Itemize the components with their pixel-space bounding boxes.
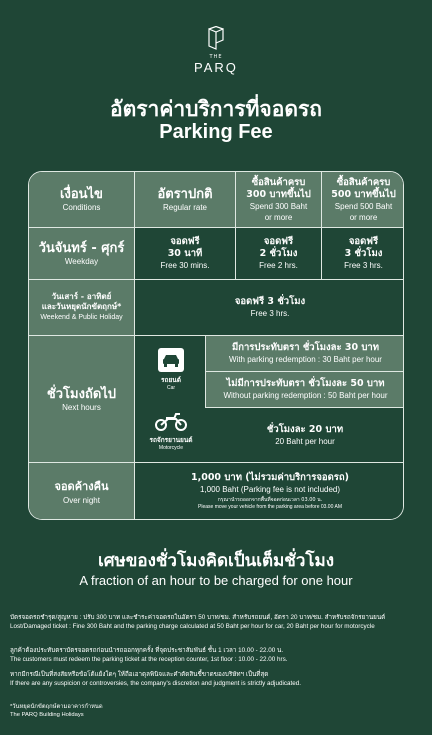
overnight-row <box>28 463 404 520</box>
dispute-note <box>10 670 424 688</box>
weekday-regular <box>135 228 236 280</box>
weekend-label <box>29 280 135 336</box>
motorcycle-rate-th: ชั่วโมงละ 20 บาท <box>266 424 344 435</box>
next-hours-label-th: ชั่วโมงถัดไป <box>46 386 117 402</box>
car-label-th: รถยนต์ <box>161 376 181 384</box>
logo-name: PARQ <box>194 60 238 75</box>
parq-logo-icon <box>203 26 229 52</box>
weekday-spend500 <box>322 228 404 280</box>
weekend-label-en: Weekend & Public Holiday <box>40 314 123 321</box>
car-without-redemption <box>205 372 404 408</box>
overnight-label-en-2: Over night <box>63 496 100 505</box>
next-hours-label-en: Next hours <box>62 402 101 412</box>
header-spend500-th-1: ซื้อสินค้าครบ <box>336 176 391 188</box>
weekend-value <box>135 280 404 336</box>
overnight-value-en: 1,000 Baht (Parking fee is not included) <box>199 485 341 494</box>
header-conditions-th: เงื่อนไข <box>60 186 103 202</box>
weekend-label-th-2: และวันหยุดนักขัตฤกษ์* <box>41 302 122 311</box>
car-redeem-en: With parking redemption : 30 Baht per hour <box>229 355 382 364</box>
weekday-spend300 <box>236 228 322 280</box>
next-hours-label <box>29 336 135 463</box>
motorcycle-label <box>143 412 199 451</box>
dispute-th: หากมีกรณีเป็นที่สงสัยหรือข้อโต้แย้งใดๆ ให้ถือเอาดุลพินิจและคำตัดสินชี้ขาดของบริษัทฯ เป็นที่สุด <box>10 671 269 678</box>
logo <box>0 26 432 75</box>
fraction-note-english: A fraction of an hour to be charged for one hour <box>79 573 353 588</box>
lost-ticket-note <box>10 613 424 631</box>
weekend-label-th-1: วันเสาร์ - อาทิตย์ <box>51 292 112 301</box>
car-redeem-th: มีการประทับตรา ชั่วโมงละ 30 บาท <box>231 342 380 353</box>
weekend-value-th: จอดฟรี 3 ชั่วโมง <box>234 296 306 307</box>
weekday-regular-th-2: 30 นาที <box>167 248 203 259</box>
logo-the: THE <box>209 54 223 60</box>
header-spend500 <box>322 172 404 228</box>
motorcycle-label-th: รถจักรยานยนต์ <box>149 436 193 444</box>
lost-ticket-th: บัตรจอดรถชำรุด/สูญหาย : ปรับ 300 บาท และชำระค่าจอดรถในอัตรา 50 บาท/ชม. สำหรับรถยนต์, อัตรา 20 บาท/ชม. สำหรับรถจักรยานยนต์ <box>10 614 386 621</box>
car-with-redemption <box>205 336 404 372</box>
weekday-spend500-th-2: 3 ชั่วโมง <box>344 248 383 259</box>
holiday-note <box>10 703 424 719</box>
motorcycle-rate <box>205 408 404 463</box>
car-icon <box>158 348 184 372</box>
overnight-label-th-2: จอดค้างคืน <box>54 480 109 493</box>
motorcycle-icon <box>154 412 188 432</box>
parking-fee-table <box>28 171 404 463</box>
overnight-label-box <box>29 463 135 520</box>
overnight-value-th: 1,000 บาท (ไม่รวมค่าบริการจอดรถ) <box>190 472 350 483</box>
weekday-spend500-th-1: จอดฟรี <box>348 236 379 247</box>
weekday-label-th: วันจันทร์ - ศุกร์ <box>38 240 125 256</box>
holiday-en: The PARQ Building Holidays <box>10 712 84 718</box>
weekday-regular-en: Free 30 mins. <box>160 261 210 270</box>
redeem-note <box>10 646 424 664</box>
redeem-th: ลูกค้าต้องประทับตราบัตรจอดรถก่อนนำรถออกทุกครั้ง ที่จุดประชาสัมพันธ์ ชั้น 1 เวลา 10.00 - 22.00 น. <box>10 647 284 654</box>
car-label-en: Car <box>166 385 176 391</box>
car-noredeem-th: ไม่มีการประทับตรา ชั่วโมงละ 50 บาท <box>226 378 385 389</box>
motorcycle-rate-en: 20 Baht per hour <box>275 437 335 446</box>
header-spend300-en-2: or more <box>264 212 293 222</box>
overnight-note-en: Please move your vehicle from the parking area before 03.00 AM <box>198 504 342 510</box>
weekday-regular-th-1: จอดฟรี <box>170 236 200 247</box>
weekday-label-en: Weekday <box>64 256 99 266</box>
car-label <box>151 348 191 391</box>
header-spend500-th-2: 500 บาทขึ้นไป <box>331 188 396 200</box>
motorcycle-label-en: Motorcycle <box>158 445 184 451</box>
header-regular-th: อัตราปกติ <box>157 186 213 202</box>
title-thai: อัตราค่าบริการที่จอดรถ <box>110 97 322 121</box>
header-conditions-en: Conditions <box>62 202 101 212</box>
weekend-value-en: Free 3 hrs. <box>250 309 290 318</box>
header-spend500-en-1: Spend 500 Baht <box>334 201 393 211</box>
title-english: Parking Fee <box>159 121 273 143</box>
overnight-value-box <box>135 463 404 520</box>
holiday-th: *วันหยุดนักขัตฤกษ์ตามอาคารกำหนด <box>10 704 103 710</box>
fraction-note-thai: เศษของชั่วโมงคิดเป็นเต็มชั่วโมง <box>97 551 335 571</box>
header-regular <box>135 172 236 228</box>
header-conditions <box>29 172 135 228</box>
weekday-label <box>29 228 135 280</box>
car-noredeem-en: Without parking redemption : 50 Baht per hour <box>223 391 388 400</box>
lost-ticket-en: Lost/Damaged ticket : Fine 300 Baht and the parking charge calculated at 50 Baht per hour for car, 20 Baht per hour for motorcycle <box>10 623 375 630</box>
header-spend300-en-1: Spend 300 Baht <box>249 201 308 211</box>
weekday-spend300-th-2: 2 ชั่วโมง <box>259 248 298 259</box>
header-spend300-th-1: ซื้อสินค้าครบ <box>251 176 306 188</box>
weekday-spend500-en: Free 3 hrs. <box>344 261 383 270</box>
weekday-spend300-th-1: จอดฟรี <box>263 236 294 247</box>
header-regular-en: Regular rate <box>162 202 208 212</box>
overnight-note-th: กรุณานำรถออกจากพื้นที่จอดก่อนเวลา 03.00 น. <box>217 497 323 503</box>
header-spend500-en-2: or more <box>349 212 378 222</box>
header-spend300-th-2: 300 บาทขึ้นไป <box>246 188 311 200</box>
redeem-en: The customers must redeem the parking ticket at the reception counter, 1st floor : 10.00 - 22.00 hrs. <box>10 656 288 663</box>
weekday-spend300-en: Free 2 hrs. <box>259 261 298 270</box>
header-spend300 <box>236 172 322 228</box>
dispute-en: If there are any suspicion or controversies, the company's discretion and judgment is strictly adjudicated. <box>10 680 302 687</box>
